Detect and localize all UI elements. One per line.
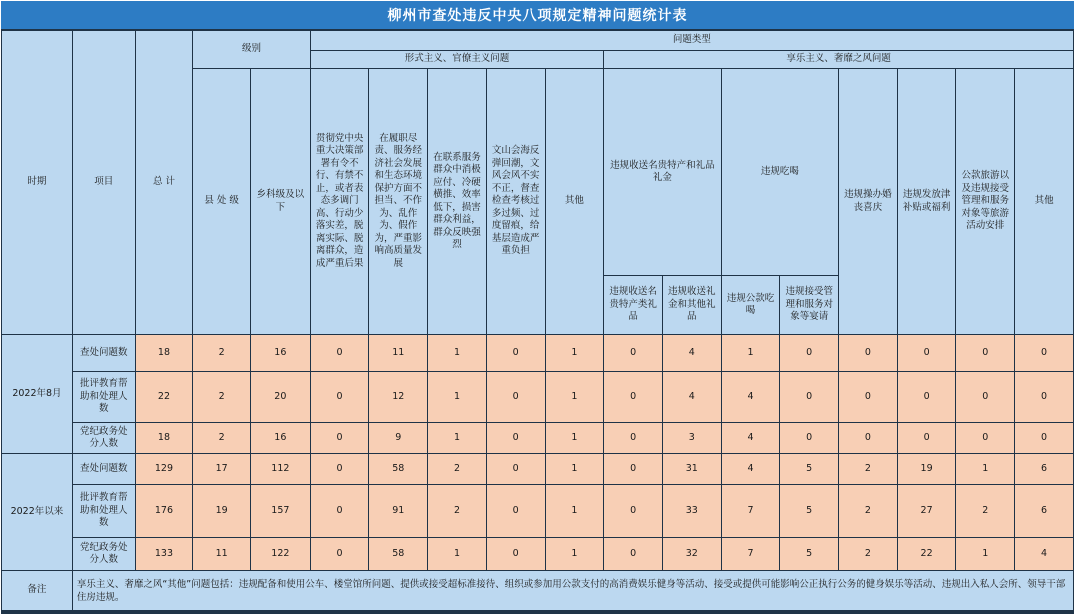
value-cell: 2	[839, 485, 897, 537]
value-cell: 1	[546, 423, 604, 453]
header-formalism-other: 其他	[546, 69, 604, 334]
value-cell: 0	[839, 335, 897, 371]
table-row	[2, 538, 1073, 570]
value-cell: 0	[311, 538, 369, 570]
value-cell: 4	[722, 423, 780, 453]
value-cell: 0	[487, 538, 545, 570]
item-cell: 党纪政务处分人数	[73, 423, 135, 453]
value-cell: 4	[1015, 538, 1073, 570]
period-cell: 2022年以来	[2, 454, 72, 570]
value-cell: 0	[604, 335, 662, 371]
value-cell: 11	[369, 335, 427, 371]
value-cell: 0	[487, 485, 545, 537]
value-cell: 20	[251, 372, 310, 422]
value-cell: 22	[136, 372, 193, 422]
value-cell: 0	[839, 423, 897, 453]
value-cell: 7	[722, 538, 780, 570]
value-cell: 0	[956, 372, 1014, 422]
value-cell: 157	[251, 485, 310, 537]
header-formalism-4: 文山会海反弹回潮，文风会风不实不正，督查检查考核过多过频、过度留痕，给基层造成严重负担	[487, 69, 545, 334]
value-cell: 6	[1015, 454, 1073, 484]
value-cell: 0	[839, 372, 897, 422]
header-gift-b: 违规收送礼金和其他礼品	[663, 276, 721, 334]
value-cell: 0	[780, 372, 838, 422]
value-cell: 1	[956, 454, 1014, 484]
value-cell: 0	[311, 372, 369, 422]
note-row	[2, 571, 1073, 610]
value-cell: 0	[311, 485, 369, 537]
value-cell: 18	[136, 423, 193, 453]
value-cell: 7	[722, 485, 780, 537]
value-cell: 16	[251, 335, 310, 371]
value-cell: 91	[369, 485, 427, 537]
value-cell: 2	[839, 454, 897, 484]
value-cell: 5	[780, 454, 838, 484]
table-row	[2, 454, 1073, 484]
header-hedonism-other: 其他	[1015, 69, 1073, 334]
header-formalism-3: 在联系服务群众中消极应付、冷硬横推、效率低下，损害群众利益，群众反映强烈	[428, 69, 486, 334]
value-cell: 1	[546, 454, 604, 484]
value-cell: 5	[780, 538, 838, 570]
header-hedonism: 享乐主义、奢靡之风问题	[604, 51, 1073, 68]
header-formalism-2: 在履职尽责、服务经济社会发展和生态环境保护方面不担当、不作为、乱作为、假作为，严重影响高质量发展	[369, 69, 427, 334]
statistics-table-panel	[1, 1, 1074, 614]
value-cell: 17	[193, 454, 250, 484]
header-formalism: 形式主义、官僚主义问题	[311, 51, 604, 68]
value-cell: 18	[136, 335, 193, 371]
value-cell: 27	[898, 485, 956, 537]
value-cell: 1	[546, 485, 604, 537]
value-cell: 4	[722, 372, 780, 422]
header-hedonism-subsidy: 违规发放津补贴或福利	[898, 69, 956, 334]
value-cell: 4	[663, 372, 721, 422]
table-row	[2, 335, 1073, 371]
value-cell: 176	[136, 485, 193, 537]
value-cell: 129	[136, 454, 193, 484]
header-eat-b: 违规接受管理和服务对象等宴请	[780, 276, 838, 334]
value-cell: 9	[369, 423, 427, 453]
value-cell: 0	[604, 538, 662, 570]
header-hedonism-gift: 违规收送名贵特产和礼品礼金	[604, 69, 720, 275]
value-cell: 0	[604, 423, 662, 453]
header-gift-a: 违规收送名贵特产类礼品	[604, 276, 662, 334]
table-title: 柳州市查处违反中央八项规定精神问题统计表	[1, 1, 1074, 29]
header-period: 时期	[2, 31, 72, 334]
value-cell: 0	[487, 423, 545, 453]
value-cell: 0	[604, 454, 662, 484]
value-cell: 0	[487, 372, 545, 422]
value-cell: 0	[1015, 335, 1073, 371]
value-cell: 0	[604, 372, 662, 422]
value-cell: 0	[898, 423, 956, 453]
value-cell: 2	[428, 485, 486, 537]
value-cell: 2	[193, 423, 250, 453]
header-hedonism-eat: 违规吃喝	[722, 69, 838, 275]
item-cell: 查处问题数	[73, 454, 135, 484]
value-cell: 16	[251, 423, 310, 453]
value-cell: 0	[780, 335, 838, 371]
value-cell: 0	[487, 335, 545, 371]
value-cell: 31	[663, 454, 721, 484]
value-cell: 4	[722, 454, 780, 484]
value-cell: 11	[193, 538, 250, 570]
value-cell: 0	[898, 372, 956, 422]
value-cell: 0	[898, 335, 956, 371]
note-text: 享乐主义、奢靡之风“其他”问题包括：违规配备和使用公车、楼堂馆所问题、提供或接受超标准接待、组织或参加用公款支付的高消费娱乐健身等活动、接受或提供可能影响公正执行公务的健身娱乐等活动、违规出入私人会所、领导干部住房违规。	[73, 571, 1073, 610]
value-cell: 122	[251, 538, 310, 570]
value-cell: 22	[898, 538, 956, 570]
header-hedonism-wedding: 违规操办婚丧喜庆	[839, 69, 897, 334]
value-cell: 3	[663, 423, 721, 453]
header-level-township: 乡科级及以下	[251, 69, 310, 334]
value-cell: 1	[956, 538, 1014, 570]
value-cell: 58	[369, 454, 427, 484]
value-cell: 0	[1015, 372, 1073, 422]
item-cell: 批评教育帮助和处理人数	[73, 485, 135, 537]
value-cell: 133	[136, 538, 193, 570]
note-label: 备注	[2, 571, 72, 610]
period-cell: 2022年8月	[2, 335, 72, 453]
item-cell: 批评教育帮助和处理人数	[73, 372, 135, 422]
value-cell: 0	[487, 454, 545, 484]
value-cell: 19	[898, 454, 956, 484]
value-cell: 2	[428, 454, 486, 484]
value-cell: 0	[311, 454, 369, 484]
table-row	[2, 372, 1073, 422]
item-cell: 党纪政务处分人数	[73, 538, 135, 570]
header-level-county: 县 处 级	[193, 69, 250, 334]
statistics-table	[1, 30, 1074, 611]
value-cell: 2	[839, 538, 897, 570]
table-row	[2, 423, 1073, 453]
value-cell: 0	[311, 335, 369, 371]
value-cell: 1	[428, 423, 486, 453]
value-cell: 12	[369, 372, 427, 422]
value-cell: 1	[546, 538, 604, 570]
value-cell: 6	[1015, 485, 1073, 537]
header-total: 总 计	[136, 31, 193, 334]
header-eat-a: 违规公款吃喝	[722, 276, 780, 334]
value-cell: 1	[722, 335, 780, 371]
header-formalism-1: 贯彻党中央重大决策部署有令不行、有禁不止，或者表态多调门高、行动少落实差，脱离实际、脱离群众，造成严重后果	[311, 69, 369, 334]
value-cell: 4	[663, 335, 721, 371]
header-row-1	[2, 31, 1073, 50]
header-level: 级别	[193, 31, 309, 68]
value-cell: 1	[428, 335, 486, 371]
value-cell: 1	[546, 335, 604, 371]
header-problem-type: 问题类型	[311, 31, 1073, 50]
value-cell: 1	[428, 538, 486, 570]
header-item: 项目	[73, 31, 135, 334]
value-cell: 2	[193, 335, 250, 371]
value-cell: 0	[956, 423, 1014, 453]
table-row	[2, 485, 1073, 537]
value-cell: 33	[663, 485, 721, 537]
value-cell: 0	[604, 485, 662, 537]
value-cell: 2	[193, 372, 250, 422]
value-cell: 1	[546, 372, 604, 422]
value-cell: 32	[663, 538, 721, 570]
value-cell: 5	[780, 485, 838, 537]
item-cell: 查处问题数	[73, 335, 135, 371]
value-cell: 58	[369, 538, 427, 570]
header-hedonism-travel: 公款旅游以及违规接受管理和服务对象等旅游活动安排	[956, 69, 1014, 334]
value-cell: 1	[428, 372, 486, 422]
value-cell: 0	[780, 423, 838, 453]
value-cell: 0	[311, 423, 369, 453]
value-cell: 112	[251, 454, 310, 484]
value-cell: 0	[1015, 423, 1073, 453]
value-cell: 19	[193, 485, 250, 537]
value-cell: 0	[956, 335, 1014, 371]
value-cell: 2	[956, 485, 1014, 537]
